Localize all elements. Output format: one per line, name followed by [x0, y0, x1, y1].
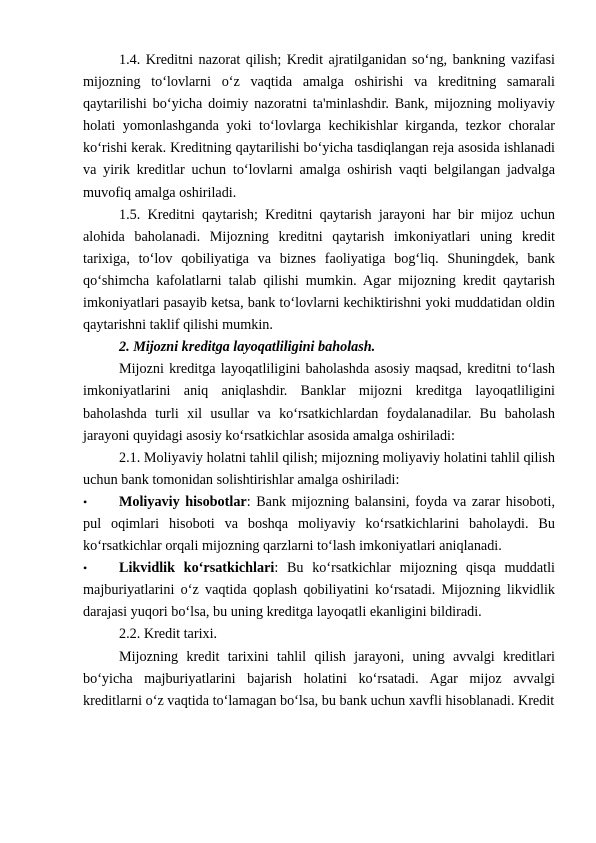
list-item-liquidity: [83, 557, 555, 623]
term-liquidity: Likvidlik ko‘rsatkichlari: [119, 560, 275, 577]
paragraph-credit-repayment: 1.5. Kreditni qaytarish; Kreditni qaytarish jarayoni har bir mijoz uchun alohida baholanadi. Mijozning kreditni qaytarish imkoniyatlari uning kredit tarixiga, to‘lov qobiliyatiga va biznes faoliyatiga bog‘liq. Shuningdek, bank qo‘shimcha kafolatlarni talab qilishi mumkin. Agar mijozning kredit qaytarish imkoniyatlari pasayib ketsa, bank to‘lovlarni kechiktirishni yoki muddatidan oldin qaytarishni taklif qilishi mumkin.: [83, 206, 555, 334]
paragraph-credit-control: 1.4. Kreditni nazorat qilish; Kredit ajratilganidan so‘ng, bankning vazifasi mijozning to‘lovlarni o‘z vaqtida amalga oshirishi va kreditning samarali qaytarilishi bo‘yicha doimiy nazoratni ta'minlashdir. Bank, mijozning moliyaviy holati yomonlashganda yoki to‘lovlarga kechikishlar kirganda, tezkor choralar ko‘rishi kerak. Kreditning qaytarilishi bo‘yicha tasdiqlangan reja asosida ishlanadi va yirik kreditlar uchun to‘lovlarni amalga oshirish vaqti belgilangan jadvalga muvofiq amalga oshiriladi.: [83, 52, 555, 201]
bullet-icon: •: [83, 494, 88, 509]
term-financial-reports: Moliyaviy hisobotlar: [119, 493, 247, 510]
text-column: [83, 49, 555, 712]
text-financial-reports: : Bank mijozning balansini, foyda va zarar hisoboti, pul oqimlari hisoboti va boshqa moliyaviy ko‘rsatkichlarini baholaydi. Bu ko‘rsatkichlar orqali mijozning qarzlarni to‘lash imkoniyatlari aniqlanadi.: [83, 493, 555, 555]
paragraph-financial-analysis: 2.1. Moliyaviy holatni tahlil qilish; mijozning moliyaviy holatini tahlil qilish uchun bank tomonidan solishtirishlar amalga oshiriladi:: [83, 449, 555, 488]
section-heading: 2. Mijozni kreditga layoqatliligini baholash.: [119, 339, 376, 356]
subheading-credit-history: 2.2. Kredit tarixi.: [119, 626, 218, 643]
paragraph-assessment-intro: Mijozni kreditga layoqatliligini baholashda asosiy maqsad, kreditni to‘lash imkoniyatlarini aniq aniqlashdir. Banklar mijozni kreditga layoqatliligini baholashda turli xil usullar va ko‘rsatkichlardan foydalanadilar. Bu baholash jarayoni quyidagi asosiy ko‘rsatkichlar asosida amalga oshiriladi:: [83, 361, 555, 444]
text-liquidity: : Bu ko‘rsatkichlar mijozning qisqa muddatli majburiyatlarini o‘z vaqtida qoplash qobiliyatini ko‘rsatadi. Mijozning likvidlik darajasi yuqori bo‘lsa, bu uning kreditga layoqatli ekanligini bildiradi.: [83, 560, 555, 621]
paragraph-credit-history: Mijozning kredit tarixini tahlil qilish jarayoni, uning avvalgi kreditlari bo‘yicha majburiyatlarini bajarish holatini ko‘rsatadi. Agar mijoz avvalgi kreditlarni o‘z vaqtida to‘lamagan bo‘lsa, bu bank uchun xavfli hisoblanadi. Kredit: [83, 648, 555, 709]
list-item-financial-reports: [83, 491, 555, 557]
bullet-icon: •: [83, 561, 88, 576]
